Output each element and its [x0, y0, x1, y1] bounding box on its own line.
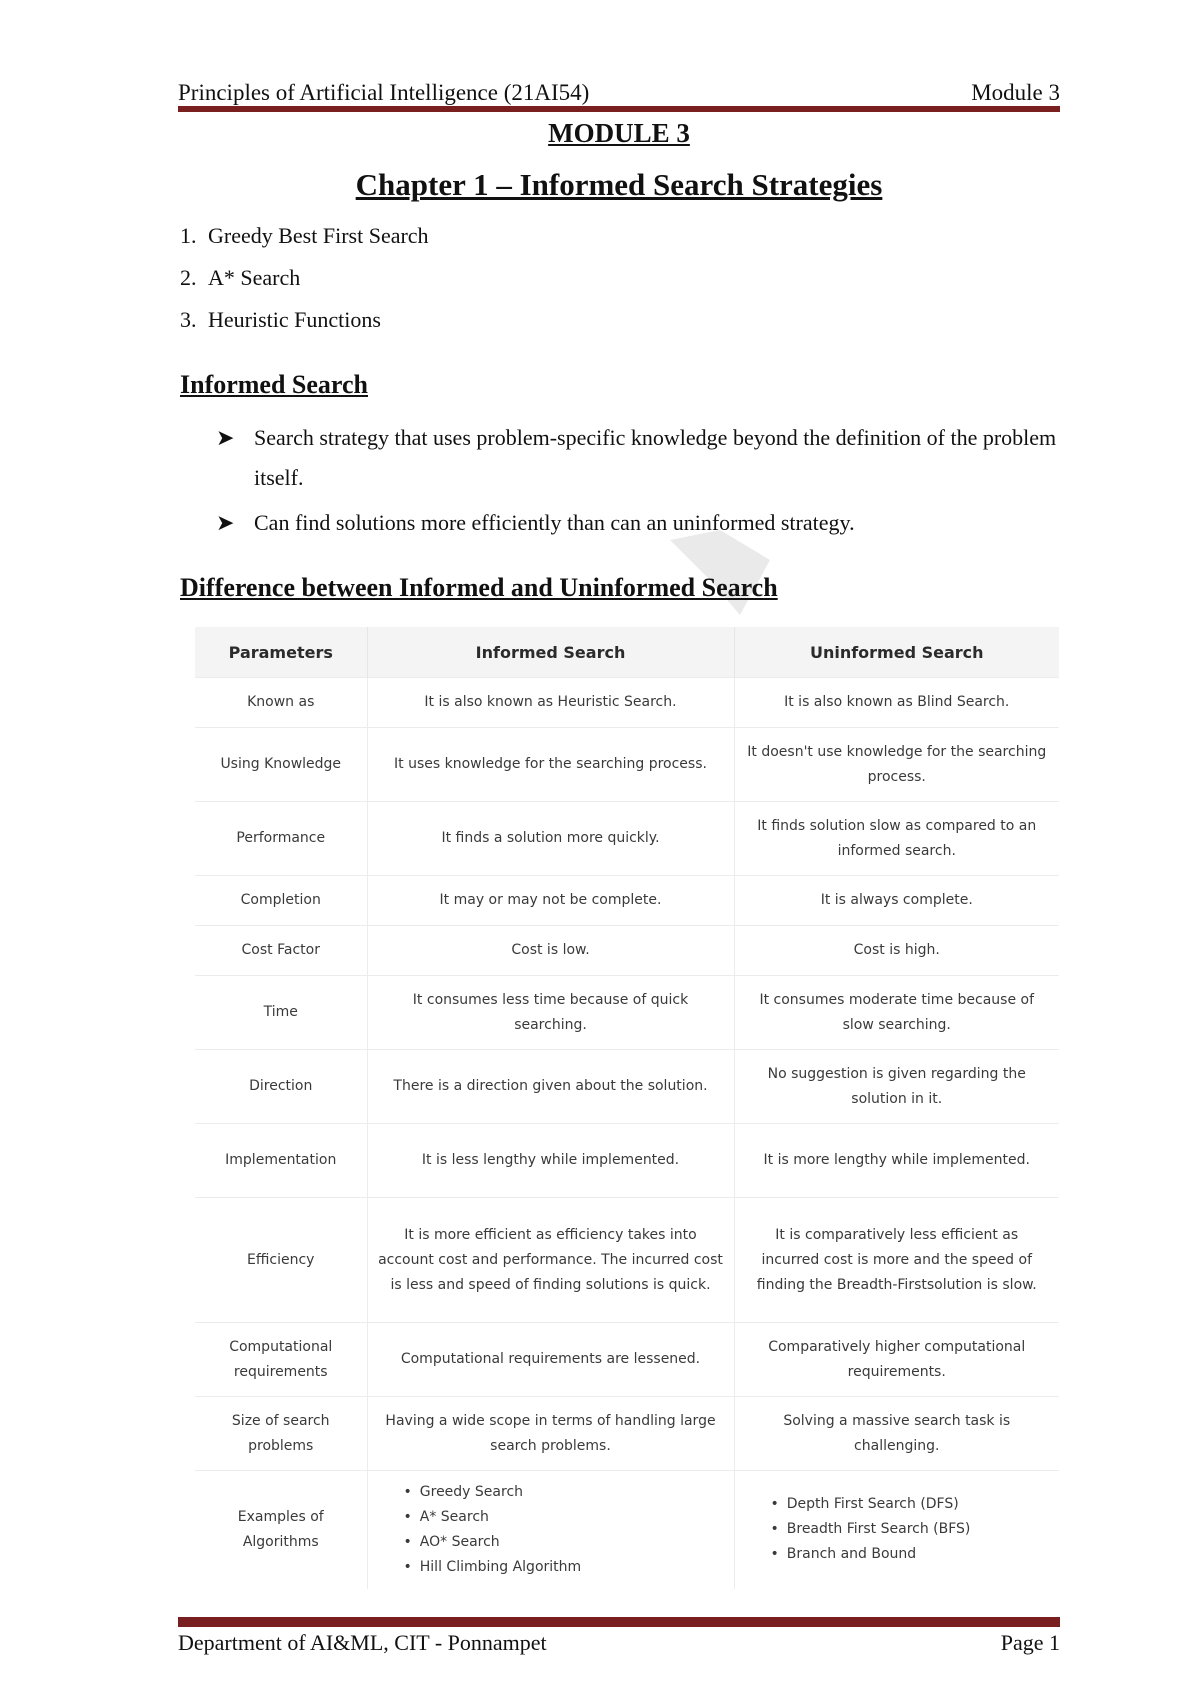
table-row	[195, 728, 1059, 802]
list-item: ➤ Can find solutions more efficiently than can an uninformed strategy.	[214, 503, 1064, 543]
chapter-title: Chapter 1 – Informed Search Strategies	[355, 167, 883, 202]
list-item: 3. Heuristic Functions	[180, 307, 381, 332]
list-item: • Greedy Search	[404, 1480, 724, 1505]
difference-heading: Difference between Informed and Uninformed Search	[180, 573, 778, 602]
table-row	[195, 926, 1059, 976]
uninformed-examples-cell	[734, 1471, 1059, 1589]
watermark-logo-icon	[650, 520, 790, 620]
informed-cell: Having a wide scope in terms of handling large search problems.	[367, 1397, 734, 1471]
list-item: 2. A* Search	[180, 265, 301, 290]
table-row	[195, 1471, 1059, 1589]
uninformed-cell: Solving a massive search task is challenging.	[734, 1397, 1059, 1471]
parameter-cell: Examples of Algorithms	[195, 1471, 367, 1589]
list-item: 1. Greedy Best First Search	[180, 223, 429, 248]
table-header-row	[195, 627, 1059, 678]
list-item: • AO* Search	[404, 1530, 724, 1555]
list-item: • Breadth First Search (BFS)	[771, 1517, 1050, 1542]
parameter-cell: Size of search problems	[195, 1397, 367, 1471]
list-item: • Depth First Search (DFS)	[771, 1492, 1050, 1517]
comparison-table	[195, 627, 1059, 1589]
parameter-cell: Known as	[195, 678, 367, 728]
uninformed-cell: Comparatively higher computational requirements.	[734, 1323, 1059, 1397]
informed-cell: There is a direction given about the solution.	[367, 1050, 734, 1124]
informed-cell: It consumes less time because of quick searching.	[367, 976, 734, 1050]
informed-examples-cell	[367, 1471, 734, 1589]
column-header: Informed Search	[367, 627, 734, 678]
parameter-cell: Computational requirements	[195, 1323, 367, 1397]
module-title: MODULE 3	[548, 118, 690, 148]
parameter-cell: Implementation	[195, 1124, 367, 1198]
parameter-cell: Efficiency	[195, 1198, 367, 1323]
parameter-cell: Completion	[195, 876, 367, 926]
informed-cell: It may or may not be complete.	[367, 876, 734, 926]
list-item: • Hill Climbing Algorithm	[404, 1555, 724, 1580]
page-header	[178, 72, 1060, 106]
footer-rule	[178, 1617, 1060, 1627]
uninformed-examples-list	[745, 1492, 1050, 1567]
parameter-cell: Using Knowledge	[195, 728, 367, 802]
table-row	[195, 1323, 1059, 1397]
informed-search-bullets	[214, 418, 1064, 548]
table-row	[195, 1050, 1059, 1124]
informed-cell: It is also known as Heuristic Search.	[367, 678, 734, 728]
parameter-cell: Direction	[195, 1050, 367, 1124]
uninformed-cell: It is more lengthy while implemented.	[734, 1124, 1059, 1198]
table-row	[195, 678, 1059, 728]
arrow-bullet-icon: ➤	[216, 510, 235, 535]
informed-cell: It uses knowledge for the searching process.	[367, 728, 734, 802]
informed-cell: It is less lengthy while implemented.	[367, 1124, 734, 1198]
uninformed-cell: It consumes moderate time because of slow searching.	[734, 976, 1059, 1050]
table-row	[195, 876, 1059, 926]
page-footer	[178, 1630, 1060, 1656]
chapter-contents-list	[180, 221, 429, 347]
uninformed-cell: No suggestion is given regarding the solution in it.	[734, 1050, 1059, 1124]
table-row	[195, 802, 1059, 876]
table-row	[195, 1397, 1059, 1471]
module-label: Module 3	[971, 80, 1060, 105]
table-row	[195, 1198, 1059, 1323]
arrow-bullet-icon: ➤	[216, 425, 235, 450]
uninformed-cell: Cost is high.	[734, 926, 1059, 976]
column-header: Uninformed Search	[734, 627, 1059, 678]
uninformed-cell: It finds solution slow as compared to an informed search.	[734, 802, 1059, 876]
list-item: ➤ Search strategy that uses problem-specific knowledge beyond the definition of the problem itself.	[214, 418, 1064, 498]
column-header: Parameters	[195, 627, 367, 678]
parameter-cell: Cost Factor	[195, 926, 367, 976]
parameter-cell: Performance	[195, 802, 367, 876]
header-rule	[178, 106, 1060, 112]
table-row	[195, 976, 1059, 1050]
parameter-cell: Time	[195, 976, 367, 1050]
informed-cell: Cost is low.	[367, 926, 734, 976]
department-label: Department of AI&ML, CIT - Ponnampet	[178, 1630, 547, 1655]
uninformed-cell: It doesn't use knowledge for the searching process.	[734, 728, 1059, 802]
informed-cell: Computational requirements are lessened.	[367, 1323, 734, 1397]
table-row	[195, 1124, 1059, 1198]
informed-search-heading: Informed Search	[180, 370, 369, 399]
list-item: • A* Search	[404, 1505, 724, 1530]
informed-cell: It finds a solution more quickly.	[367, 802, 734, 876]
informed-cell: It is more efficient as efficiency takes into account cost and performance. The incurred cost is less and speed of finding solutions is quick.	[367, 1198, 734, 1323]
uninformed-cell: It is also known as Blind Search.	[734, 678, 1059, 728]
page-number: Page 1	[1000, 1630, 1060, 1655]
uninformed-cell: It is always complete.	[734, 876, 1059, 926]
course-title: Principles of Artificial Intelligence (21AI54)	[178, 80, 590, 105]
list-item: • Branch and Bound	[771, 1542, 1050, 1567]
uninformed-cell: It is comparatively less efficient as incurred cost is more and the speed of finding the Breadth-Firstsolution is slow.	[734, 1198, 1059, 1323]
informed-examples-list	[378, 1480, 724, 1580]
